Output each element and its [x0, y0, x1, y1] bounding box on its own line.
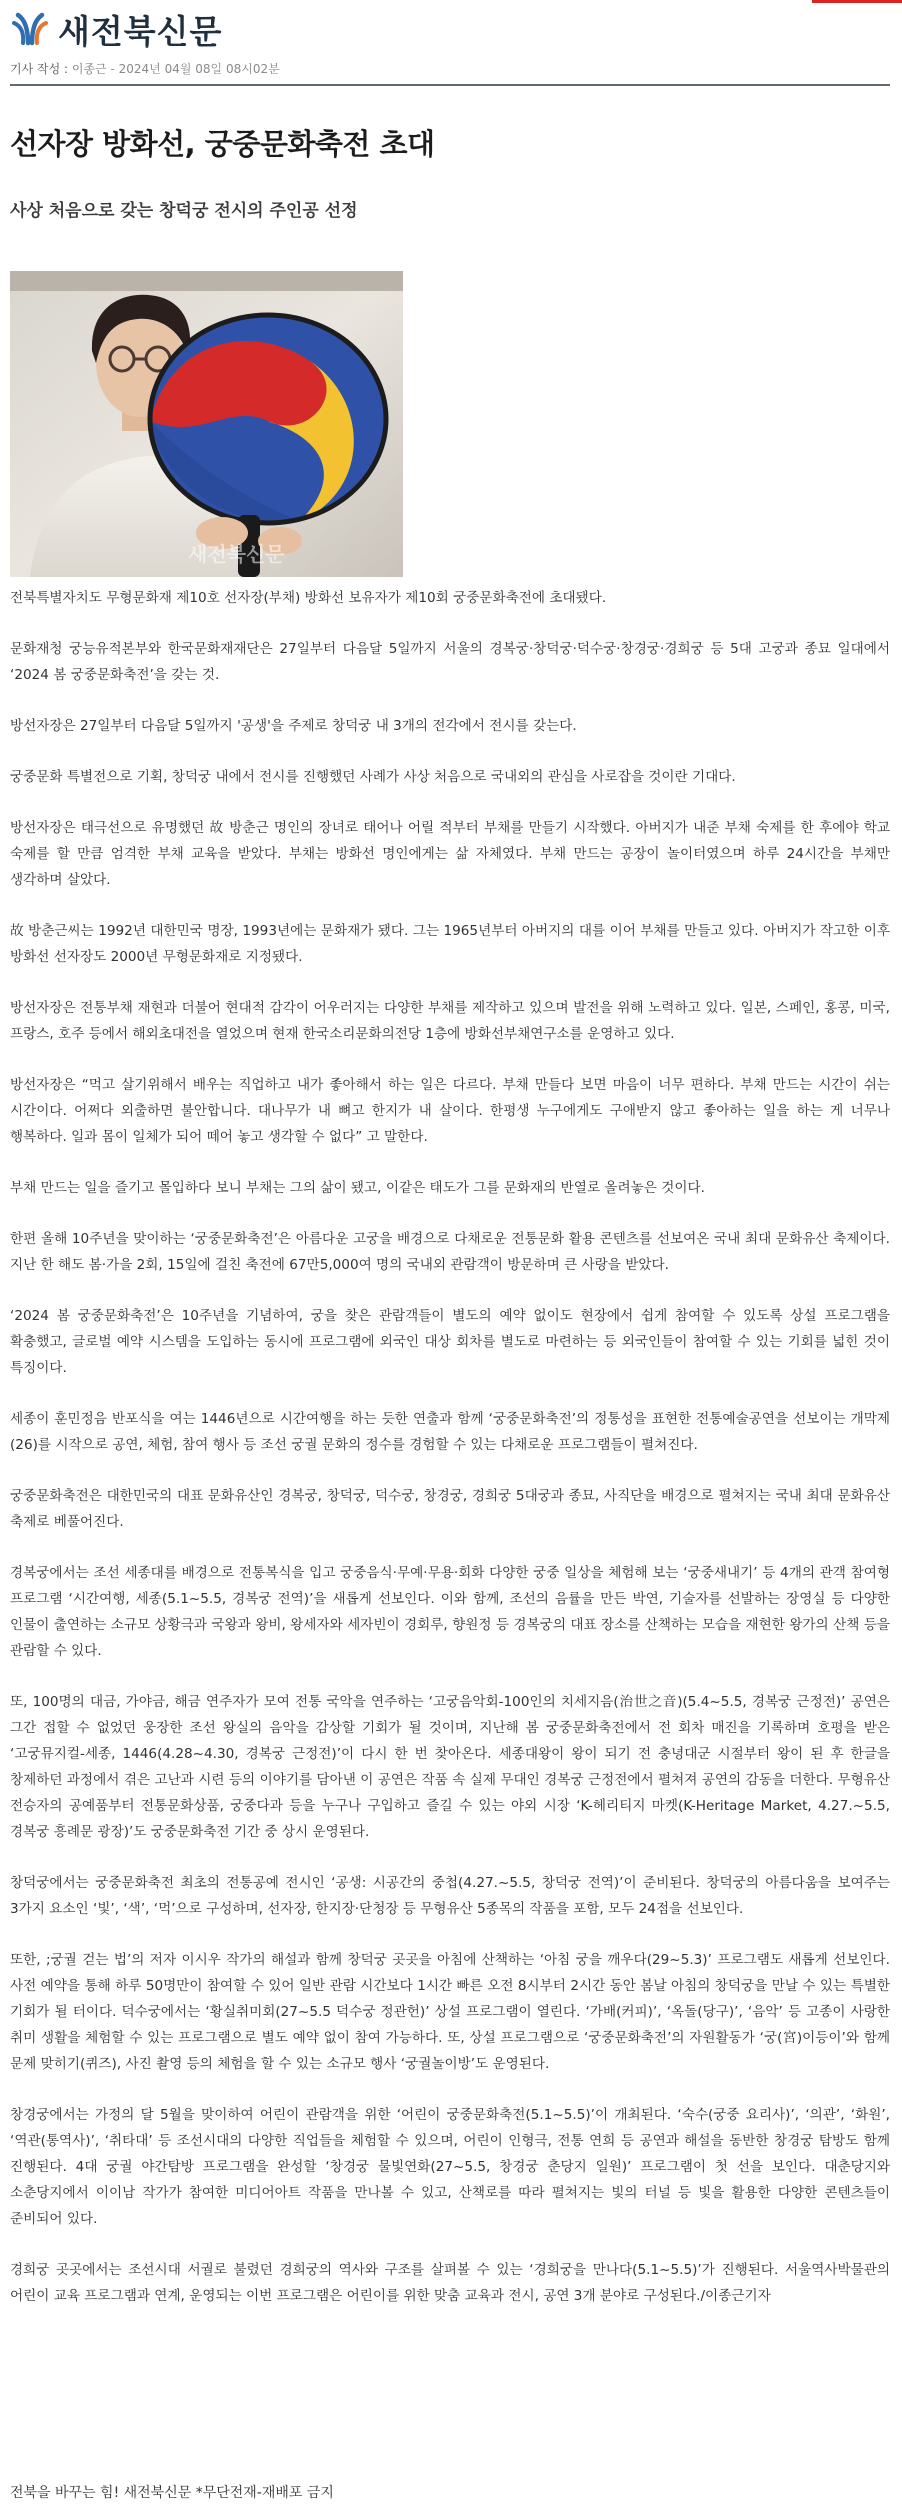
article-paragraph: 전북특별자치도 무형문화재 제10호 선자장(부채) 방화선 보유자가 제10회 궁중문화축전에 초대됐다. [10, 590, 607, 606]
article-body [10, 585, 890, 2334]
article-paragraph: 한편 올해 10주년을 맞이하는 ‘궁중문화축전’은 아름다운 고궁을 배경으로 다채로운 전통문화 활용 콘텐츠를 선보여온 국내 최대 문화유산 축제이다. 지난 한 해도 봄·가을 2회, 15일에 걸친 축전에 67만5,000여 명의 국내외 관람객이 방문하며 큰 사랑을 받았다. [10, 1231, 890, 1273]
article-paragraph: 궁중문화축전은 대한민국의 대표 문화유산인 경복궁, 창덕궁, 덕수궁, 창경궁, 경희궁 5대궁과 종묘, 사직단을 배경으로 펼쳐지는 국내 최대 문화유산 축제로 베풀어진다. [10, 1488, 890, 1530]
byline-date: 2024년 04월 08일 08시02분 [118, 62, 280, 76]
article-paragraph: 경희궁 곳곳에서는 조선시대 서궐로 불렸던 경희궁의 역사와 구조를 살펴볼 수 있는 ‘경희궁을 만나다(5.1~5.5)’가 진행된다. 서울역사박물관의 어린이 교육 프로그램과 연계, 운영되는 이번 프로그램은 어린이를 위한 맞춤 교육과 전시, 공연 3개 분야로 구성된다./이종근기자 [10, 2262, 890, 2304]
article-paragraph: 또한, ;궁궐 걷는 법’의 저자 이시우 작가의 해설과 함께 창덕궁 곳곳을 아침에 산책하는 ‘아침 궁을 깨우다(29~5.3)’ 프로그램도 새롭게 선보인다. 사전 예약을 통해 하루 50명만이 참여할 수 있어 일반 관람 시간보다 1시간 빠른 오전 8시부터 2시간 동안 봄날 아침의 창덕궁을 만날 수 있는 특별한 기회가 될 터이다. 덕수궁에서는 ‘황실취미회(27~5.5 덕수궁 정관헌)’ 상설 프로그램이 열린다. ‘가배(커피)’, ‘옥돌(당구)’, ‘음악’ 등 고종이 사랑한 취미 생활을 체험할 수 있는 프로그램으로 별도 예약 없이 참여 가능하다. 또, 상설 프로그램으로 ‘궁중문화축전’의 자원활동가 ‘궁(宮)이등이’와 함께 문제 맞히기(퀴즈), 사진 촬영 등의 체험을 할 수 있는 소규모 행사 ‘궁궐놀이방’도 운영된다. [10, 1952, 890, 2072]
article-paragraph: 방선자장은 전통부채 재현과 더불어 현대적 감각이 어우러지는 다양한 부채를 제작하고 있으며 발전을 위해 노력하고 있다. 일본, 스페인, 홍콩, 미국, 프랑스, 호주 등에서 해외초대전을 열었으며 현재 한국소리문화의전당 1층에 방화선부채연구소를 운영하고 있다. [10, 1000, 890, 1042]
article-paragraph: 창경궁에서는 가정의 달 5월을 맞이하여 어린이 관람객을 위한 ‘어린이 궁중문화축전(5.1~5.5)’이 개최된다. ‘숙수(궁중 요리사)’, ‘의관’, ‘화원’, ‘역관(통역사)’, ‘취타대’ 등 조선시대의 다양한 직업들을 체험할 수 있으며, 어린이 인형극, 전통 연희 등 공연과 해설을 동반한 창경궁 탐방도 함께 진행된다. 4대 궁궐 야간탐방 프로그램을 완성할 ‘창경궁 물빛연화(27~5.5, 창경궁 춘당지 일원)’ 프로그램이 첫 선을 보인다. 대춘당지와 소춘당지에서 이이남 작가가 참여한 미디어아트 작품을 만나볼 수 있고, 산책로를 따라 펼쳐지는 빛의 터널 등 빛을 활용한 다양한 콘텐츠들이 준비되어 있다. [10, 2107, 890, 2227]
article-paragraph: 창덕궁에서는 궁중문화축전 최초의 전통공예 전시인 ‘공생: 시공간의 중첩(4.27.~5.5, 창덕궁 전역)’이 준비된다. 창덕궁의 아름다움을 보여주는 3가지 요소인 ‘빛’, ‘색’, ‘먹’으로 구성하며, 선자장, 한지장·단청장 등 무형유산 5종목의 작품을 포함, 모두 24점을 선보인다. [10, 1875, 890, 1917]
article-photo [10, 271, 403, 577]
article-title: 선자장 방화선, 궁중문화축전 초대 [10, 127, 435, 161]
byline-author[interactable]: 이종근 [71, 62, 107, 76]
article-paragraph: 세종이 훈민정음 반포식을 여는 1446년으로 시간여행을 하는 듯한 연출과 함께 ‘궁중문화축전’의 정통성을 표현한 전통예술공연을 선보이는 개막제(26)를 시작으로 공연, 체험, 참여 행사 등 조선 궁궐 문화의 정수를 경험할 수 있는 다채로운 프로그램들이 펼쳐진다. [10, 1411, 890, 1453]
article-paragraph: 또, 100명의 대금, 가야금, 해금 연주자가 모여 전통 국악을 연주하는 ‘고궁음악회-100인의 치세지음(治世之音)(5.4~5.5, 경복궁 근정전)’ 공연은 그간 접할 수 없었던 웅장한 조선 왕실의 음악을 감상할 기회가 될 것이며, 지난해 봄 궁중문화축전에서 전 회차 매진을 기록하며 호평을 받은 ‘고궁뮤지컬-세종, 1446(4.28~4.30, 경복궁 근정전)’이 다시 한 번 찾아온다. 세종대왕이 왕이 되기 전 충녕대군 시절부터 왕이 된 후 한글을 창제하던 과정에서 겪은 고난과 시련 등의 이야기를 담아낸 이 공연은 작품 속 실제 무대인 경복궁 근정전에서 펼쳐져 공연의 감동을 더한다. 무형유산 전승자의 공예품부터 전통문화상품, 궁중다과 등을 누구나 구입하고 즐길 수 있는 야외 시장 ‘K-헤리티지 마켓(K-Heritage Market, 4.27.~5.5, 경복궁 흥례문 광장)’도 궁중문화축전 기간 중 상시 운영된다. [10, 1694, 890, 1840]
byline: 기사 작성 : 이종근 - 2024년 04월 08일 08시02분 [10, 62, 280, 76]
article-paragraph: 부채 만드는 일을 즐기고 몰입하다 보니 부채는 그의 삶이 됐고, 이같은 태도가 그를 문화재의 반열로 올려놓은 것이다. [10, 1180, 705, 1196]
byline-label: 기사 작성 [10, 62, 61, 76]
top-accent-bar [812, 0, 902, 3]
sae-jeonbuk-logo-icon [10, 9, 50, 49]
article-paragraph: 故 방춘근씨는 1992년 대한민국 명장, 1993년에는 문화재가 됐다. 그는 1965년부터 아버지의 대를 이어 부채를 만들고 있다. 아버지가 작고한 이후 방화선 선자장도 2000년 무형문화재로 지정됐다. [10, 923, 890, 965]
article-paragraph: ‘2024 봄 궁중문화축전’은 10주년을 기념하여, 궁을 찾은 관람객들이 별도의 예약 없이도 현장에서 쉽게 참여할 수 있도록 상설 프로그램을 확충했고, 글로벌 예약 시스템을 도입하는 동시에 프로그램에 외국인 대상 회차를 별도로 마련하는 등 외국인들이 참여할 수 있는 기회를 넓힌 것이 특징이다. [10, 1308, 890, 1376]
article-paragraph: 방선자장은 27일부터 다음달 5일까지 '공생'을 주제로 창덕궁 내 3개의 전각에서 전시를 갖는다. [10, 718, 577, 734]
byline-separator: - [110, 62, 115, 76]
photo-watermark: 새전북신문 [188, 542, 285, 566]
masthead-title: 새전북신문 [58, 11, 223, 51]
article-paragraph: 방선자장은 “먹고 살기위해서 배우는 직업하고 내가 좋아해서 하는 일은 다르다. 부채 만들다 보면 마음이 너무 편하다. 부채 만드는 시간이 쉬는 시간이다. 어쩌다 외출하면 불안합니다. 대나무가 내 뼈고 한지가 내 살이다. 한평생 누구에게도 구애받지 않고 좋아하는 일을 하는 게 너무나 행복하다. 일과 몸이 일체가 되어 떼어 놓고 생각할 수 없다” 고 말한다. [10, 1077, 890, 1145]
article-paragraph: 문화재청 궁능유적본부와 한국문화재재단은 27일부터 다음달 5일까지 서울의 경복궁·창덕궁·덕수궁·창경궁·경희궁 등 5대 고궁과 종묘 일대에서 ‘2024 봄 궁중문화축전’을 갖는 것. [10, 641, 890, 683]
header-divider [10, 84, 890, 86]
article-paragraph: 궁중문화 특별전으로 기획, 창덕궁 내에서 전시를 진행했던 사례가 사상 처음으로 국내외의 관심을 사로잡을 것이란 기대다. [10, 769, 736, 785]
article-subtitle: 사상 처음으로 갖는 창덕궁 전시의 주인공 선정 [10, 201, 358, 221]
masthead[interactable] [10, 6, 222, 52]
article-paragraph: 방선자장은 태극선으로 유명했던 故 방춘근 명인의 장녀로 태어나 어릴 적부터 부채를 만들기 시작했다. 아버지가 내준 부채 숙제를 한 후에야 학교 숙제를 할 만큼 엄격한 부채 교육을 받았다. 부채는 방화선 명인에게는 삶 자체였다. 부채 만드는 공장이 놀이터였으며 하루 24시간을 부채만 생각하며 살았다. [10, 820, 890, 888]
taegeuk-fan-artisan-photo [10, 271, 403, 577]
article-footer: 전북을 바꾸는 힘! 새전북신문 *무단전재-재배포 금지 [10, 2485, 334, 2501]
article-paragraph: 경복궁에서는 조선 세종대를 배경으로 전통복식을 입고 궁중음식·무예·무용·회화 다양한 궁중 일상을 체험해 보는 ‘궁중새내기’ 등 4개의 관객 참여형 프로그램 ‘시간여행, 세종(5.1~5.5, 경복궁 전역)’을 새롭게 선보인다. 이와 함께, 조선의 음률을 만든 박연, 기술자를 선발하는 장영실 등 다양한 인물이 출연하는 소규모 상황극과 국왕과 왕비, 왕세자와 세자빈이 경회루, 향원정 등 경복궁의 대표 장소를 산책하는 모습을 재현한 왕가의 산책 등을 관람할 수 있다. [10, 1565, 890, 1659]
